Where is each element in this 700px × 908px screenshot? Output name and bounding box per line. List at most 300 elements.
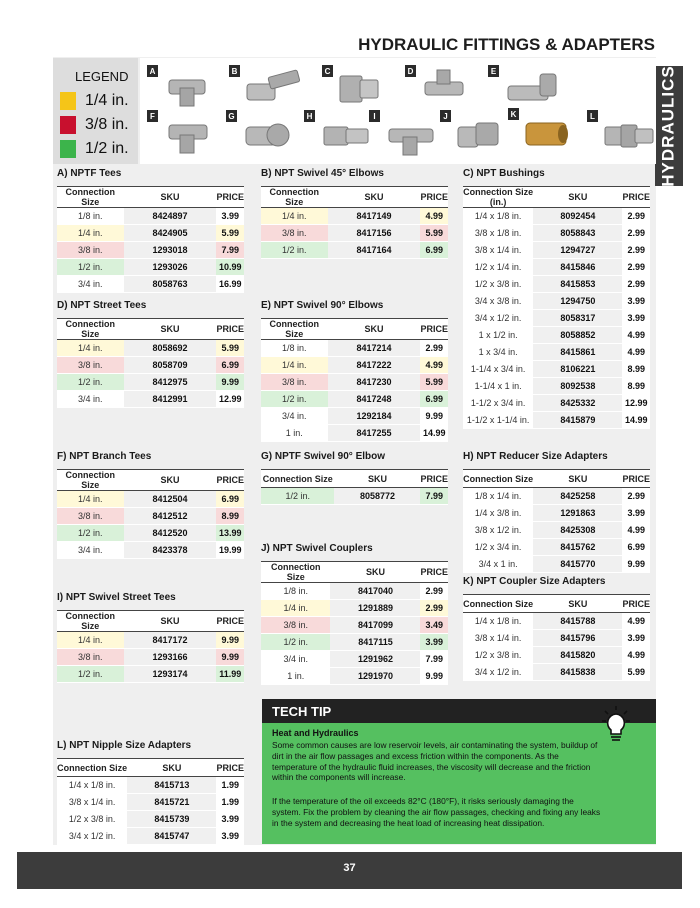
cell-price: 12.99: [216, 391, 244, 408]
section-title: F) NPT Branch Tees: [57, 451, 152, 462]
cell-sku: 8417255: [328, 425, 421, 442]
table-row: [261, 425, 448, 442]
branch-tee-icon: [155, 113, 215, 157]
cell-price: 3.99: [420, 634, 448, 651]
column-header: Connection Size: [57, 187, 124, 208]
cell-size: 3/4 x 1/2 in.: [463, 310, 533, 327]
cell-price: 5.99: [216, 340, 244, 357]
section-title: C) NPT Bushings: [463, 168, 545, 179]
legend-label: 3/8 in.: [85, 116, 129, 133]
cell-size: 3/8 in.: [57, 649, 124, 666]
cell-sku: 8415838: [533, 664, 622, 681]
photo-letter: A: [147, 65, 158, 77]
cell-sku: 8424905: [124, 225, 217, 242]
street-tee-icon: [413, 68, 473, 108]
cell-sku: 1294750: [533, 293, 622, 310]
cell-sku: 1291863: [533, 505, 622, 522]
column-header: SKU: [328, 319, 421, 340]
cell-sku: 8415788: [533, 613, 622, 630]
cell-price: 8.99: [622, 378, 650, 395]
cell-size: 1/8 in.: [261, 340, 328, 357]
cell-size: 1/8 in.: [57, 208, 124, 225]
cell-price: 19.99: [216, 542, 244, 559]
column-header: Connection Size: [261, 562, 330, 583]
cell-sku: 8415739: [127, 811, 216, 828]
cell-size: 3/8 in.: [57, 357, 124, 374]
lightbulb-icon: [600, 704, 632, 744]
cell-size: 1/8 x 1/4 in.: [463, 488, 533, 505]
legend-swatch-yellow: [60, 92, 76, 110]
cell-sku: 8058692: [124, 340, 217, 357]
brass-coupler-icon: [516, 111, 576, 155]
cell-sku: 8415747: [127, 828, 216, 845]
cell-size: 1 x 1/2 in.: [463, 327, 533, 344]
cell-sku: 8415796: [533, 630, 622, 647]
cell-sku: 1293166: [124, 649, 217, 666]
column-header: Connection Size: [57, 611, 124, 632]
cell-sku: 8417099: [330, 617, 420, 634]
table-row: [57, 649, 244, 666]
cell-size: 1/4 in.: [57, 340, 124, 357]
photo-letter: B: [229, 65, 240, 77]
cell-sku: 8415861: [533, 344, 622, 361]
cell-sku: 8417040: [330, 583, 420, 600]
column-header: SKU: [328, 187, 421, 208]
cell-size: 1/4 in.: [57, 225, 124, 242]
cell-price: 2.99: [420, 583, 448, 600]
cell-price: 9.99: [622, 556, 650, 573]
table-header-row: [261, 562, 448, 583]
table-row: [57, 794, 244, 811]
table-row: [57, 632, 244, 649]
table-row: [463, 361, 650, 378]
cell-price: 2.99: [420, 600, 448, 617]
column-header: Connection Size: [57, 759, 127, 777]
reducer-adapter-icon: [448, 113, 508, 157]
cell-size: 1/4 in.: [57, 491, 124, 508]
cell-sku: 8415762: [533, 539, 622, 556]
table-header-row: [463, 595, 650, 613]
table-row: [261, 583, 448, 600]
cell-size: 3/8 in.: [57, 242, 124, 259]
cell-sku: 8058317: [533, 310, 622, 327]
cell-sku: 8106221: [533, 361, 622, 378]
cell-size: 1/2 in.: [261, 242, 328, 259]
elbow-45-icon: [237, 68, 307, 108]
column-header: SKU: [330, 562, 420, 583]
table-row: [261, 408, 448, 425]
cell-price: 3.99: [622, 505, 650, 522]
cell-size: 3/8 in.: [261, 225, 328, 242]
cell-size: 1/4 in.: [57, 632, 124, 649]
price-table: [57, 469, 244, 559]
cell-price: 6.99: [420, 391, 448, 408]
table-row: [463, 395, 650, 412]
tech-tip-paragraph-2: If the temperature of the oil exceeds 82°C (180°F), it risks seriously damaging the system. Fix the problem by cleaning the air flow passages, checking and fixing any leaks in the system and decreasing the heat load of increasing heat dissipation.: [272, 796, 601, 828]
cell-price: 3.99: [622, 293, 650, 310]
column-header: Connection Size: [261, 319, 328, 340]
section-title: J) NPT Swivel Couplers: [261, 543, 373, 554]
cell-price: 1.99: [216, 794, 244, 811]
table-row: [463, 505, 650, 522]
cell-price: 5.99: [420, 374, 448, 391]
swivel-street-tee-icon: [377, 113, 447, 157]
cell-price: 14.99: [622, 412, 650, 429]
cell-price: 9.99: [216, 632, 244, 649]
table-row: [463, 225, 650, 242]
cell-price: 4.99: [622, 647, 650, 664]
cell-sku: 8058843: [533, 225, 622, 242]
cell-size: 3/8 in.: [57, 508, 124, 525]
cell-sku: 8417149: [328, 208, 421, 225]
table-npt-reducer-size-adapters: [463, 451, 650, 573]
cell-price: 7.99: [420, 651, 448, 668]
cell-size: 1/4 in.: [261, 357, 328, 374]
cell-price: 3.99: [622, 310, 650, 327]
price-table: [261, 561, 448, 685]
cell-price: 1.99: [216, 777, 244, 794]
table-row: [261, 600, 448, 617]
table-row: [463, 310, 650, 327]
table-row: [463, 412, 650, 429]
table-row: [57, 542, 244, 559]
cell-size: 1/4 in.: [261, 208, 328, 225]
table-header-row: [57, 319, 244, 340]
legend-item-half: [60, 139, 129, 159]
table-row: [57, 225, 244, 242]
cell-price: 4.99: [420, 357, 448, 374]
cell-size: 3/4 x 1/2 in.: [57, 828, 127, 845]
table-row: [57, 491, 244, 508]
cell-price: 7.99: [420, 488, 448, 505]
cell-sku: 8417214: [328, 340, 421, 357]
cell-sku: 8092538: [533, 378, 622, 395]
column-header: Connection Size: [463, 470, 533, 488]
price-table: [57, 186, 244, 293]
tech-tip-box: [262, 699, 656, 844]
table-row: [463, 344, 650, 361]
size-legend: [53, 58, 138, 164]
table-row: [57, 208, 244, 225]
section-title: H) NPT Reducer Size Adapters: [463, 451, 608, 462]
cell-size: 3/4 x 1 in.: [463, 556, 533, 573]
section-title: B) NPT Swivel 45° Elbows: [261, 168, 384, 179]
section-title: I) NPT Swivel Street Tees: [57, 592, 176, 603]
cell-size: 1/2 x 3/4 in.: [463, 539, 533, 556]
cell-size: 1 x 3/4 in.: [463, 344, 533, 361]
cell-sku: 1293174: [124, 666, 217, 683]
column-header: PRICE: [216, 611, 244, 632]
table-header-row: [463, 187, 650, 208]
page-number: 37: [343, 862, 356, 874]
cell-price: 13.99: [216, 525, 244, 542]
cell-sku: 8423378: [124, 542, 217, 559]
table-row: [261, 488, 448, 505]
cell-size: 1/2 x 3/8 in.: [57, 811, 127, 828]
cell-sku: 8415853: [533, 276, 622, 293]
column-header: PRICE: [622, 470, 650, 488]
table-row: [57, 340, 244, 357]
table-row: [261, 208, 448, 225]
cell-sku: 8415713: [127, 777, 216, 794]
cell-size: 1/4 x 3/8 in.: [463, 505, 533, 522]
cell-sku: 8417115: [330, 634, 420, 651]
photo-letter: H: [304, 110, 315, 122]
cell-size: 1/2 in.: [261, 391, 328, 408]
cell-size: 3/8 x 1/4 in.: [463, 630, 533, 647]
column-header: SKU: [124, 470, 217, 491]
cell-size: 1 in.: [261, 425, 328, 442]
tech-tip-header: TECH TIP: [262, 699, 656, 723]
cell-size: 3/8 x 1/2 in.: [463, 522, 533, 539]
photo-letter: I: [369, 110, 380, 122]
cell-size: 1/4 x 1/8 in.: [57, 777, 127, 794]
table-row: [463, 522, 650, 539]
cell-price: 2.99: [622, 208, 650, 225]
cell-size: 1-1/2 x 3/4 in.: [463, 395, 533, 412]
cell-price: 9.99: [420, 408, 448, 425]
cell-sku: 8415770: [533, 556, 622, 573]
table-npt-branch-tees: [57, 451, 244, 559]
cell-price: 2.99: [622, 488, 650, 505]
column-header: PRICE: [216, 470, 244, 491]
cell-sku: 8417164: [328, 242, 421, 259]
cell-size: 1/2 x 1/4 in.: [463, 259, 533, 276]
cell-size: 3/4 x 3/8 in.: [463, 293, 533, 310]
table-row: [57, 242, 244, 259]
table-row: [463, 242, 650, 259]
nipple-adapter-icon: [595, 113, 665, 157]
table-row: [261, 634, 448, 651]
cell-size: 1/2 in.: [57, 259, 124, 276]
column-header: PRICE: [216, 319, 244, 340]
table-row: [57, 391, 244, 408]
table-npt-swivel-couplers: [261, 543, 448, 685]
cell-sku: 8058772: [334, 488, 420, 505]
cell-price: 3.99: [216, 828, 244, 845]
cell-price: 5.99: [622, 664, 650, 681]
column-header: SKU: [124, 319, 217, 340]
cell-size: 3/4 in.: [261, 408, 328, 425]
column-header: SKU: [124, 611, 217, 632]
column-header: SKU: [127, 759, 216, 777]
cell-sku: 8417230: [328, 374, 421, 391]
section-title: G) NPTF Swivel 90° Elbow: [261, 451, 386, 462]
tech-tip-subtitle: Heat and Hydraulics: [272, 728, 359, 738]
cell-sku: 8412512: [124, 508, 217, 525]
cell-price: 6.99: [420, 242, 448, 259]
price-table: [261, 318, 448, 442]
column-header: PRICE: [216, 187, 244, 208]
price-table: [261, 469, 448, 505]
cell-size: 1/4 in.: [261, 600, 330, 617]
table-row: [463, 276, 650, 293]
legend-swatch-green: [60, 140, 76, 158]
cell-price: 9.99: [216, 649, 244, 666]
table-row: [57, 811, 244, 828]
table-header-row: [57, 611, 244, 632]
legend-title: LEGEND: [75, 69, 129, 84]
cell-size: 3/8 x 1/8 in.: [463, 225, 533, 242]
photo-letter: E: [488, 65, 499, 77]
cell-price: 5.99: [216, 225, 244, 242]
table-row: [463, 664, 650, 681]
cell-sku: 8417172: [124, 632, 217, 649]
table-row: [463, 613, 650, 630]
tee-fitting-icon: [155, 68, 215, 108]
cell-price: 6.99: [622, 539, 650, 556]
legend-item-quarter: [60, 91, 129, 111]
cell-size: 1/2 in.: [57, 666, 124, 683]
column-header: PRICE: [622, 187, 650, 208]
cell-size: 1/2 in.: [261, 634, 330, 651]
cell-price: 5.99: [420, 225, 448, 242]
table-row: [261, 391, 448, 408]
cell-price: 4.99: [622, 327, 650, 344]
cell-price: 2.99: [622, 242, 650, 259]
table-row: [261, 651, 448, 668]
table-row: [57, 525, 244, 542]
price-table: [261, 186, 448, 259]
table-row: [57, 508, 244, 525]
cell-sku: 8425332: [533, 395, 622, 412]
photo-letter: G: [226, 110, 237, 122]
column-header: PRICE: [420, 470, 448, 488]
legend-label: 1/4 in.: [85, 92, 129, 109]
product-photo-strip: [140, 58, 656, 164]
legend-swatch-red: [60, 116, 76, 134]
cell-sku: 1291962: [330, 651, 420, 668]
cell-sku: 1293026: [124, 259, 217, 276]
cell-size: 1/2 x 3/8 in.: [463, 647, 533, 664]
table-header-row: [57, 187, 244, 208]
table-header-row: [261, 470, 448, 488]
photo-letter: J: [440, 110, 451, 122]
cell-size: 3/4 in.: [57, 542, 124, 559]
table-row: [261, 374, 448, 391]
cell-price: 2.99: [622, 259, 650, 276]
section-title: K) NPT Coupler Size Adapters: [463, 576, 606, 587]
cell-sku: 8412520: [124, 525, 217, 542]
cell-price: 2.99: [622, 225, 650, 242]
column-header: Connection Size: [261, 470, 334, 488]
table-npt-bushings: [463, 168, 650, 429]
photo-letter: K: [508, 108, 519, 120]
cell-size: 1-1/4 x 3/4 in.: [463, 361, 533, 378]
cell-price: 6.99: [216, 357, 244, 374]
column-header: SKU: [533, 595, 622, 613]
table-row: [57, 259, 244, 276]
table-row: [463, 378, 650, 395]
cell-sku: 8092454: [533, 208, 622, 225]
table-row: [463, 556, 650, 573]
section-title: L) NPT Nipple Size Adapters: [57, 740, 192, 751]
price-table: [463, 186, 650, 429]
column-header: PRICE: [420, 187, 448, 208]
table-header-row: [57, 470, 244, 491]
column-header: PRICE: [622, 595, 650, 613]
cell-sku: 8058852: [533, 327, 622, 344]
price-table: [463, 469, 650, 573]
table-row: [261, 340, 448, 357]
cell-size: 3/8 in.: [261, 374, 328, 391]
swivel-elbow-icon: [234, 113, 294, 157]
cell-price: 12.99: [622, 395, 650, 412]
cell-size: 1/4 x 1/8 in.: [463, 613, 533, 630]
cell-price: 3.99: [216, 811, 244, 828]
cell-price: 8.99: [622, 361, 650, 378]
cell-sku: 8415820: [533, 647, 622, 664]
tech-tip-paragraph-1: Some common causes are low reservoir levels, air contaminating the system, buildup of dirt in the air flow passages and excess friction within the components. As the temperature of the hydraulic fluid increases, the viscosity will decrease and the friction within the components will increase.: [272, 740, 598, 783]
cell-size: 1/8 in.: [261, 583, 330, 600]
table-row: [261, 242, 448, 259]
cell-price: 9.99: [420, 668, 448, 685]
column-header: PRICE: [420, 319, 448, 340]
column-header: PRICE: [216, 759, 244, 777]
cell-size: 1-1/2 x 1-1/4 in.: [463, 412, 533, 429]
cell-sku: 8415721: [127, 794, 216, 811]
cell-price: 10.99: [216, 259, 244, 276]
table-header-row: [463, 470, 650, 488]
elbow-90-icon: [496, 68, 576, 108]
table-npt-swivel-45-elbows: [261, 168, 448, 259]
table-header-row: [57, 759, 244, 777]
cell-price: 11.99: [216, 666, 244, 683]
table-npt-coupler-size-adapters: [463, 576, 650, 681]
price-table: [57, 758, 244, 845]
cell-price: 2.99: [622, 276, 650, 293]
photo-letter: D: [405, 65, 416, 77]
cell-sku: 8412504: [124, 491, 217, 508]
cell-price: 4.99: [622, 613, 650, 630]
cell-sku: 1292184: [328, 408, 421, 425]
table-npt-nipple-size-adapters: [57, 740, 244, 845]
column-header: Connection Size: [57, 470, 124, 491]
table-npt-swivel-street-tees: [57, 592, 244, 683]
cell-size: 3/8 x 1/4 in.: [463, 242, 533, 259]
cell-sku: 1291889: [330, 600, 420, 617]
cell-sku: 8425258: [533, 488, 622, 505]
table-nptf-swivel-90-elbow: [261, 451, 448, 505]
table-row: [463, 327, 650, 344]
cell-sku: 8417156: [328, 225, 421, 242]
column-header: SKU: [124, 187, 217, 208]
table-row: [463, 293, 650, 310]
table-nptf-tees: [57, 168, 244, 293]
column-header: SKU: [533, 187, 622, 208]
cell-sku: 8058709: [124, 357, 217, 374]
cell-sku: 8417248: [328, 391, 421, 408]
cell-sku: 1291970: [330, 668, 420, 685]
cell-sku: 8415846: [533, 259, 622, 276]
cell-sku: 8412975: [124, 374, 217, 391]
table-row: [261, 668, 448, 685]
table-row: [57, 276, 244, 293]
cell-size: 1/2 in.: [57, 374, 124, 391]
cell-price: 6.99: [216, 491, 244, 508]
column-header: SKU: [533, 470, 622, 488]
side-tab-label: HYDRAULICS: [659, 65, 679, 187]
table-row: [261, 357, 448, 374]
photo-letter: C: [322, 65, 333, 77]
cell-price: 8.99: [216, 508, 244, 525]
cell-size: 1/4 x 1/8 in.: [463, 208, 533, 225]
legend-label: 1/2 in.: [85, 140, 129, 157]
cell-size: 3/4 in.: [57, 276, 124, 293]
cell-size: 3/8 in.: [261, 617, 330, 634]
cell-sku: 8425308: [533, 522, 622, 539]
table-row: [57, 357, 244, 374]
